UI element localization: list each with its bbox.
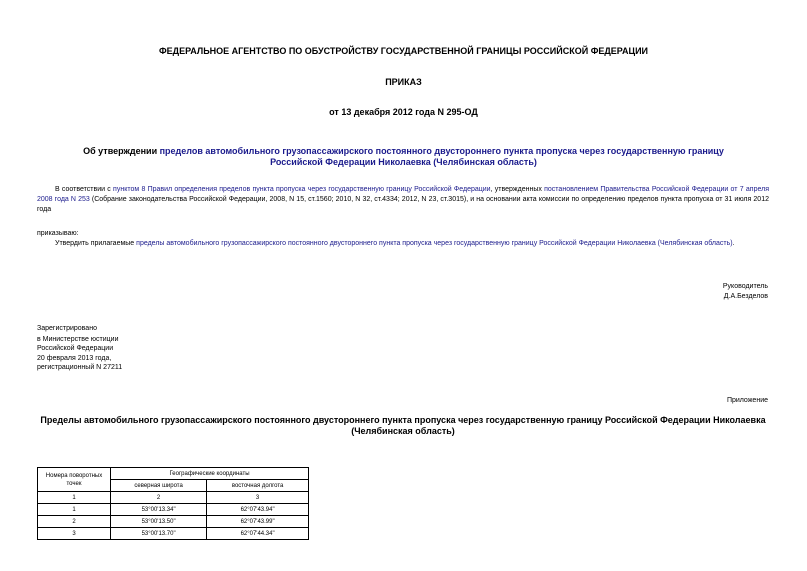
p2-link-limits[interactable]: пределы автомобильного грузопассажирского постоянного двустороннего пункта пропуска через государственную границу Российской Федерации Николаевка (Челябинская область)	[136, 240, 733, 247]
table-column-number-row	[38, 492, 309, 504]
title-link[interactable]: пределов автомобильного грузопассажирского постоянного двустороннего пункта пропуска через государственную границу Российской Федерации Николаевка (Челябинская область)	[159, 146, 724, 167]
p1-link-resolution[interactable]: постановлением Правительства Российской Федерации от 7 апреля 2008 года N 253	[37, 186, 770, 203]
signature-position: Руководитель	[722, 283, 768, 290]
agency-heading: ФЕДЕРАЛЬНОЕ АГЕНТСТВО ПО ОБУСТРОЙСТВУ ГОСУДАРСТВЕННОЙ ГРАНИЦЫ РОССИЙСКОЙ ФЕДЕРАЦИИ	[158, 46, 649, 56]
latitude-cell: 53°00'13.70"	[111, 528, 207, 540]
column-number: 1	[38, 492, 111, 504]
p2-text-b: .	[732, 240, 735, 247]
registration-line-4: 20 февраля 2013 года,	[37, 355, 112, 362]
table-row	[38, 504, 309, 516]
longitude-cell: 62°07'43.99"	[207, 516, 309, 528]
p1-text-b: , утвержденных	[490, 186, 545, 193]
doc-type-heading: ПРИКАЗ	[385, 77, 422, 87]
order-word: приказываю:	[37, 230, 79, 237]
latitude-cell: 53°00'13.50"	[111, 516, 207, 528]
point-number: 1	[38, 504, 111, 516]
table-row	[38, 528, 309, 540]
date-number-heading: от 13 декабря 2012 года N 295-ОД	[329, 107, 478, 117]
title-prefix: Об утверждении	[83, 146, 160, 156]
column-number: 2	[111, 492, 207, 504]
appendix-label: Приложение	[726, 397, 768, 404]
point-number: 2	[38, 516, 111, 528]
registration-line-5: регистрационный N 27211	[37, 364, 123, 371]
longitude-cell: 62°07'43.94"	[207, 504, 309, 516]
p2-text-a: Утвердить прилагаемые	[55, 240, 137, 247]
paragraph-basis	[37, 185, 769, 215]
column-number: 3	[207, 492, 309, 504]
registration-line-1: Зарегистрировано	[37, 325, 97, 332]
registration-line-2: в Министерстве юстиции	[37, 336, 119, 343]
header-geo-coordinates: Географические координаты	[111, 468, 309, 480]
p1-text-a: В соответствии с	[55, 186, 114, 193]
latitude-cell: 53°00'13.34"	[111, 504, 207, 516]
p1-link-rules[interactable]: пунктом 8 Правил определения пределов пункта пропуска через государственную границу Российской Федерации	[113, 186, 491, 193]
header-point-numbers: Номера поворотных точек	[38, 468, 111, 492]
p1-text-c: (Собрание законодательства Российской Федерации, 2008, N 15, ст.1560; 2010, N 32, ст.4334; 2012, N 23, ст.3015), и на основании акта комиссии по определению пределов пункта пропуска от 31 июля 2012 года	[37, 196, 769, 213]
paragraph-approve	[55, 239, 775, 249]
point-number: 3	[38, 528, 111, 540]
coordinates-table	[37, 467, 309, 540]
header-east-longitude: восточная долгота	[207, 480, 309, 492]
header-north-latitude: северная широта	[111, 480, 207, 492]
table-header-row	[38, 468, 309, 480]
longitude-cell: 62°07'44.34"	[207, 528, 309, 540]
signature-name: Д.А.Безделов	[723, 293, 768, 300]
document-title	[80, 146, 727, 168]
table-row	[38, 516, 309, 528]
registration-line-3: Российской Федерации	[37, 345, 114, 352]
appendix-title: Пределы автомобильного грузопассажирского постоянного двустороннего пункта пропуска через государственную границу Российской Федерации Николаевка (Челябинская область)	[40, 415, 766, 436]
